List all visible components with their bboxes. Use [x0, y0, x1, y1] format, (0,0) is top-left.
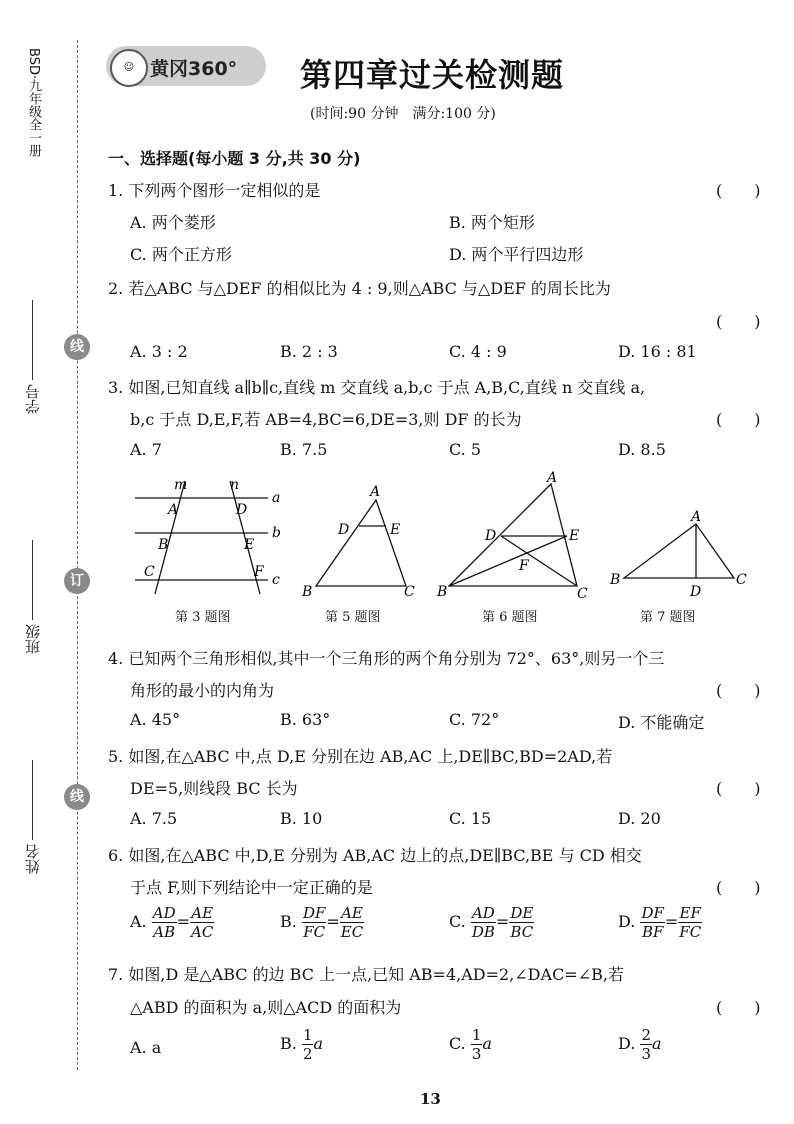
fig7-label-D: D	[690, 584, 702, 600]
q7-option-c[interactable]: C. $\frac{1}{3}$ a	[449, 1026, 492, 1063]
q6-answer-blank[interactable]: ( )	[716, 878, 761, 897]
q5-option-d[interactable]: D. 20	[618, 809, 661, 828]
fig3-label-a: a	[272, 490, 281, 506]
q2-option-d[interactable]: D. 16 : 81	[618, 342, 697, 361]
q1-option-b[interactable]: B. 两个矩形	[449, 213, 535, 232]
binding-dashed-line	[77, 40, 78, 1070]
section-heading: 一、选择题(每小题 3 分,共 30 分)	[108, 149, 361, 168]
fig7-label-B: B	[610, 572, 621, 588]
fig6-label-B: B	[437, 584, 448, 600]
fig6-label-C: C	[577, 586, 588, 602]
page-number: 13	[420, 1090, 441, 1108]
q4-option-d[interactable]: D. 不能确定	[618, 713, 705, 732]
q4-stem-line2: 角形的最小的内角为	[130, 681, 275, 700]
fig5-label-D: D	[338, 522, 350, 538]
series-label: BSD·九年级全一册	[26, 48, 41, 158]
q3-stem-line1: 3. 如图,已知直线 a∥b∥c,直线 m 交直线 a,b,c 于点 A,B,C,直线 n 交直线 a,	[108, 378, 646, 397]
fig7-label-A: A	[691, 509, 702, 525]
q3-answer-blank[interactable]: ( )	[716, 410, 761, 429]
q2-option-a[interactable]: A. 3 : 2	[130, 342, 188, 361]
class-label: 班级	[22, 540, 43, 654]
q1-answer-blank[interactable]: ( )	[716, 181, 761, 200]
q6-option-b[interactable]: B. $\frac{DF}{FC}$ = $\frac{AE}{EC}$	[280, 904, 364, 941]
fig5-label-B: B	[302, 584, 313, 600]
q1-stem: 1. 下列两个图形一定相似的是	[108, 181, 321, 200]
q2-option-c[interactable]: C. 4 : 9	[449, 342, 507, 361]
q6-option-d[interactable]: D. $\frac{DF}{BF}$ = $\frac{EF}{FC}$	[618, 904, 702, 941]
fig6-label-F: F	[519, 558, 529, 574]
brand-name: 黄冈360°	[150, 58, 238, 80]
q4-stem-line1: 4. 已知两个三角形相似,其中一个三角形的两个角分别为 72°、63°,则另一个三	[108, 649, 665, 668]
q7-option-b[interactable]: B. $\frac{1}{2}$ a	[280, 1026, 324, 1063]
q6-stem-line2: 于点 F,则下列结论中一定正确的是	[130, 878, 373, 897]
fig3-label-E: E	[244, 537, 255, 553]
fig7-label-C: C	[736, 572, 747, 588]
fig6-label-E: E	[569, 528, 580, 544]
q1-option-d[interactable]: D. 两个平行四边形	[449, 245, 584, 264]
q3-option-a[interactable]: A. 7	[130, 440, 162, 459]
fig3-label-n: n	[230, 477, 240, 493]
q2-answer-blank[interactable]: ( )	[716, 312, 761, 331]
exam-info: (时间:90 分钟 满分:100 分)	[310, 106, 496, 122]
fig3-label-F: F	[254, 564, 264, 580]
fig3-label-D: D	[236, 502, 248, 518]
figure-3	[130, 476, 290, 596]
figure-5	[298, 482, 423, 600]
figure-6	[435, 468, 595, 602]
fig3-label-c: c	[272, 572, 280, 588]
q3-option-b[interactable]: B. 7.5	[280, 440, 328, 459]
q7-answer-blank[interactable]: ( )	[716, 998, 761, 1017]
fig3-label-C: C	[144, 564, 155, 580]
brand-logo	[106, 46, 266, 86]
fig3-label-b: b	[272, 525, 281, 541]
mascot-icon: ☺	[110, 49, 148, 87]
q1-option-c[interactable]: C. 两个正方形	[130, 245, 232, 264]
q5-stem-line2: DE=5,则线段 BC 长为	[130, 779, 298, 798]
fig6-label-A: A	[547, 470, 558, 486]
fig5-label-E: E	[390, 522, 401, 538]
binding-mark-line-bottom: 线	[64, 784, 90, 810]
q2-option-b[interactable]: B. 2 : 3	[280, 342, 338, 361]
fig3-label-A: A	[168, 502, 179, 518]
fig5-label-A: A	[370, 484, 381, 500]
student-no-label: 学号	[22, 300, 43, 414]
binding-mark-line-top: 线	[64, 334, 90, 360]
q7-option-a[interactable]: A. a	[130, 1038, 162, 1057]
q3-stem-line2: b,c 于点 D,E,F,若 AB=4,BC=6,DE=3,则 DF 的长为	[130, 410, 522, 429]
q4-option-c[interactable]: C. 72°	[449, 710, 500, 729]
q1-option-a[interactable]: A. 两个菱形	[130, 213, 216, 232]
q3-option-d[interactable]: D. 8.5	[618, 440, 666, 459]
q7-stem-line1: 7. 如图,D 是△ABC 的边 BC 上一点,已知 AB=4,AD=2,∠DAC=∠B,若	[108, 965, 624, 984]
fig5-label-C: C	[404, 584, 415, 600]
q4-answer-blank[interactable]: ( )	[716, 681, 761, 700]
q6-stem-line1: 6. 如图,在△ABC 中,D,E 分别为 AB,AC 边上的点,DE∥BC,BE 与 CD 相交	[108, 846, 642, 865]
q7-stem-line2: △ABD 的面积为 a,则△ACD 的面积为	[130, 998, 402, 1017]
q3-option-c[interactable]: C. 5	[449, 440, 482, 459]
q5-option-a[interactable]: A. 7.5	[130, 809, 178, 828]
q5-option-c[interactable]: C. 15	[449, 809, 492, 828]
name-label: 姓名	[22, 760, 43, 874]
q4-option-a[interactable]: A. 45°	[130, 710, 181, 729]
fig6-label-D: D	[485, 528, 497, 544]
q5-stem-line1: 5. 如图,在△ABC 中,点 D,E 分别在边 AB,AC 上,DE∥BC,BD=2AD,若	[108, 747, 613, 766]
q5-answer-blank[interactable]: ( )	[716, 779, 761, 798]
figure-7	[606, 506, 756, 601]
q7-option-d[interactable]: D. $\frac{2}{3}$ a	[618, 1026, 662, 1063]
q2-stem: 2. 若△ABC 与△DEF 的相似比为 4 : 9,则△ABC 与△DEF 的周长比为	[108, 279, 611, 298]
q6-option-a[interactable]: A. $\frac{AD}{AB}$ = $\frac{AE}{AC}$	[130, 904, 214, 941]
fig3-label-m: m	[174, 477, 188, 493]
caption-fig6: 第 6 题图	[482, 610, 538, 625]
page-title: 第四章过关检测题	[300, 56, 565, 94]
caption-fig5: 第 5 题图	[325, 610, 381, 625]
q5-option-b[interactable]: B. 10	[280, 809, 323, 828]
q6-option-c[interactable]: C. $\frac{AD}{DB}$ = $\frac{DE}{BC}$	[449, 904, 534, 941]
caption-fig3: 第 3 题图	[175, 610, 231, 625]
binding-mark-ding: 订	[64, 568, 90, 594]
caption-fig7: 第 7 题图	[640, 610, 696, 625]
fig3-label-B: B	[158, 537, 169, 553]
q4-option-b[interactable]: B. 63°	[280, 710, 331, 729]
